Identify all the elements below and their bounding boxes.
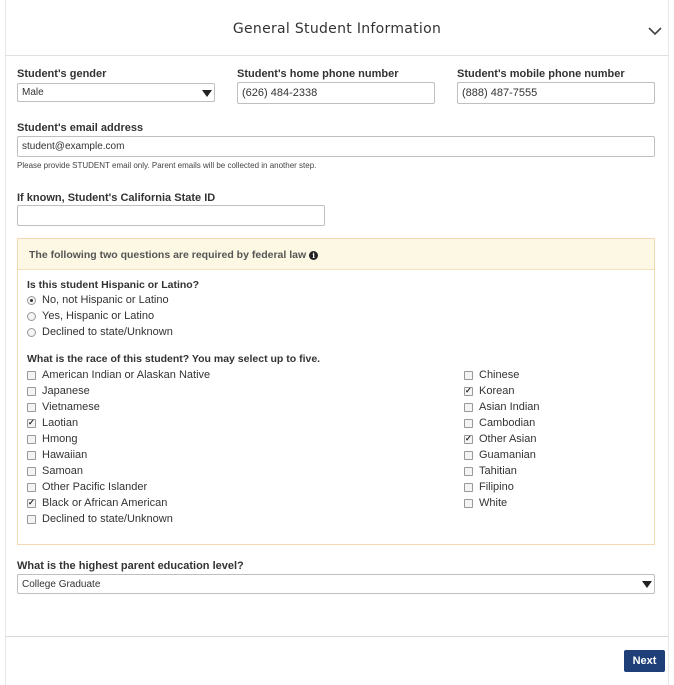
checkbox[interactable] (27, 371, 36, 380)
race-option[interactable] (27, 448, 87, 462)
checkbox[interactable] (27, 499, 36, 508)
next-button[interactable]: Next (624, 650, 665, 672)
checkbox[interactable] (464, 451, 473, 460)
email-input[interactable] (17, 136, 655, 157)
home-phone-input[interactable] (237, 82, 435, 104)
checkbox[interactable] (27, 403, 36, 412)
hispanic-option[interactable] (27, 325, 173, 339)
chevron-down-icon[interactable] (648, 26, 662, 36)
home-phone-label: Student's home phone number (237, 68, 399, 80)
race-option[interactable] (464, 400, 540, 414)
option-label: Tahitian (479, 465, 517, 477)
option-label: Chinese (479, 369, 520, 381)
checkbox[interactable] (464, 483, 473, 492)
race-option[interactable] (27, 480, 147, 494)
option-label: Declined to state/Unknown (42, 513, 173, 525)
dropdown-arrow-icon (642, 581, 652, 588)
race-option[interactable] (27, 368, 210, 382)
checkbox[interactable] (27, 419, 36, 428)
checkbox[interactable] (27, 387, 36, 396)
option-label: Asian Indian (479, 401, 540, 413)
parent-edu-value: College Graduate (22, 578, 101, 590)
email-value: student@example.com (22, 141, 125, 152)
race-option[interactable] (27, 496, 167, 510)
option-label: Hmong (42, 433, 78, 445)
race-option[interactable] (27, 464, 83, 478)
state-id-input[interactable] (17, 205, 325, 226)
checkbox[interactable] (464, 387, 473, 396)
info-icon[interactable]: i (309, 251, 318, 260)
radio-button[interactable] (27, 328, 36, 337)
option-label: American Indian or Alaskan Native (42, 369, 211, 381)
parent-edu-label: What is the highest parent education level? (17, 560, 244, 572)
section-title: General Student Information (232, 21, 442, 37)
race-option[interactable] (464, 448, 536, 462)
mobile-phone-label: Student's mobile phone number (457, 68, 625, 80)
header-divider (5, 55, 669, 56)
checkbox[interactable] (464, 419, 473, 428)
email-label: Student's email address (17, 122, 144, 134)
checkbox[interactable] (464, 499, 473, 508)
race-option[interactable] (464, 416, 535, 430)
hispanic-option[interactable] (27, 293, 169, 307)
race-option[interactable] (27, 416, 78, 430)
option-label: Guamanian (479, 449, 536, 461)
option-label: No, not Hispanic or Latino (42, 294, 169, 306)
state-id-label: If known, Student's California State ID (17, 192, 216, 204)
race-option[interactable] (464, 384, 514, 398)
gender-label: Student's gender (17, 68, 107, 80)
federal-notice (18, 239, 654, 270)
radio-button[interactable] (27, 312, 36, 321)
gender-select[interactable] (17, 83, 215, 102)
email-help-text: Please provide STUDENT email only. Parent emails will be collected in another step. (17, 161, 317, 170)
checkbox[interactable] (27, 483, 36, 492)
race-option[interactable] (27, 384, 90, 398)
option-label: White (479, 497, 508, 509)
mobile-phone-input[interactable] (457, 82, 655, 104)
radio-button[interactable] (27, 296, 36, 305)
home-phone-value: (626) 484-2338 (242, 87, 318, 99)
parent-edu-select[interactable] (17, 574, 655, 594)
race-option[interactable] (27, 512, 173, 526)
race-option[interactable] (464, 496, 507, 510)
race-option[interactable] (464, 464, 517, 478)
race-option[interactable] (27, 400, 100, 414)
checkbox[interactable] (464, 403, 473, 412)
option-label: Samoan (42, 465, 83, 477)
checkbox[interactable] (464, 435, 473, 444)
race-option[interactable] (464, 432, 536, 446)
checkbox[interactable] (464, 467, 473, 476)
footer-divider (5, 636, 669, 637)
option-label: Korean (479, 385, 515, 397)
dropdown-arrow-icon (202, 90, 212, 97)
hispanic-option[interactable] (27, 309, 154, 323)
mobile-phone-value: (888) 487-7555 (462, 87, 538, 99)
option-label: Other Asian (479, 433, 537, 445)
race-option[interactable] (464, 480, 514, 494)
option-label: Laotian (42, 417, 79, 429)
hispanic-question: Is this student Hispanic or Latino? (27, 279, 200, 291)
option-label: Black or African American (42, 497, 168, 509)
option-label: Yes, Hispanic or Latino (42, 310, 155, 322)
gender-value: Male (22, 87, 44, 98)
option-label: Other Pacific Islander (42, 481, 148, 493)
option-label: Vietnamese (42, 401, 100, 413)
checkbox[interactable] (27, 435, 36, 444)
checkbox[interactable] (27, 515, 36, 524)
checkbox[interactable] (27, 451, 36, 460)
option-label: Cambodian (479, 417, 536, 429)
race-question: What is the race of this student? You may select up to five. (27, 353, 321, 365)
federal-notice-text: The following two questions are required by federal law (29, 249, 307, 261)
race-option[interactable] (464, 368, 519, 382)
checkbox[interactable] (27, 467, 36, 476)
checkbox[interactable] (464, 371, 473, 380)
option-label: Hawaiian (42, 449, 88, 461)
option-label: Declined to state/Unknown (42, 326, 173, 338)
option-label: Filipino (479, 481, 514, 493)
race-option[interactable] (27, 432, 77, 446)
option-label: Japanese (42, 385, 90, 397)
